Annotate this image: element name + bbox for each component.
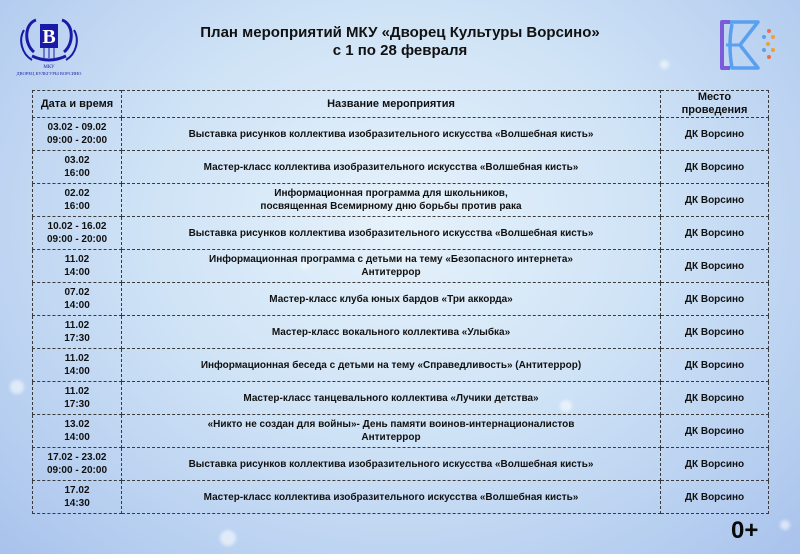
event-time: 09:00 - 20:00: [46, 135, 108, 146]
table-header-row: [33, 91, 769, 118]
event-datetime-cell: [33, 184, 122, 217]
snowflake-decoration: [10, 380, 24, 394]
event-date: 03.02 - 09.02: [47, 122, 107, 133]
event-date: 11.02: [64, 386, 90, 397]
svg-text:B: B: [42, 26, 56, 48]
event-name-line: Информационная программа для школьников,: [274, 188, 508, 199]
event-datetime-cell: [33, 316, 122, 349]
event-date: 02.02: [64, 188, 90, 199]
event-datetime-cell: [33, 448, 122, 481]
table-row: [33, 217, 769, 250]
event-place-cell: ДК Ворсино: [661, 151, 769, 184]
event-name-line: «Никто не создан для войны»- День памяти воинов-интернационалистов: [207, 419, 575, 430]
event-name-cell: [122, 316, 661, 349]
event-date: 11.02: [64, 254, 90, 265]
event-datetime-cell: [33, 250, 122, 283]
event-datetime-cell: [33, 481, 122, 514]
event-name-cell: [122, 382, 661, 415]
event-name-line: Выставка рисунков коллектива изобразительного искусства «Волшебная кисть»: [188, 128, 594, 140]
page-title: [150, 24, 650, 60]
event-name-line: Выставка рисунков коллектива изобразительного искусства «Волшебная кисть»: [188, 227, 594, 239]
event-datetime-cell: [33, 217, 122, 250]
event-name-line: Информационная беседа с детьми на тему «Справедливость» (Антитеррор): [200, 359, 582, 371]
events-table: [32, 90, 769, 514]
age-rating-badge: 0+: [731, 517, 759, 544]
snowflake-decoration: [660, 60, 669, 69]
table-row: [33, 415, 769, 448]
event-time: 14:00: [64, 366, 90, 377]
event-time: 14:00: [64, 432, 90, 443]
event-name-cell: [122, 448, 661, 481]
event-time: 16:00: [64, 168, 90, 179]
table-row: [33, 118, 769, 151]
event-name-cell: [122, 349, 661, 382]
event-place-cell: ДК Ворсино: [661, 217, 769, 250]
event-name-cell: [122, 151, 661, 184]
event-time: 09:00 - 20:00: [46, 465, 108, 476]
column-header-name: Название мероприятия: [122, 91, 661, 118]
event-place-cell: ДК Ворсино: [661, 316, 769, 349]
event-name-cell: [122, 217, 661, 250]
event-time: 14:30: [64, 498, 90, 509]
event-time: 17:30: [64, 399, 90, 410]
event-place-cell: ДК Ворсино: [661, 349, 769, 382]
event-name-line: Информационная программа с детьми на тему «Безопасного интернета»: [209, 254, 573, 265]
event-name-cell: [122, 415, 661, 448]
event-datetime-cell: [33, 283, 122, 316]
event-date: 13.02: [64, 419, 90, 430]
event-name-line: Мастер-класс клуба юных бардов «Три аккорда»: [269, 293, 513, 305]
event-datetime-cell: [33, 118, 122, 151]
event-date: 11.02: [64, 320, 90, 331]
snowflake-decoration: [780, 520, 790, 530]
event-place-cell: ДК Ворсино: [661, 118, 769, 151]
event-time: 14:00: [64, 300, 90, 311]
event-name-cell: [122, 118, 661, 151]
kultura-k-logo-icon: [718, 18, 780, 74]
event-datetime-cell: [33, 382, 122, 415]
event-time: 09:00 - 20:00: [46, 234, 108, 245]
event-datetime-cell: [33, 349, 122, 382]
table-row: [33, 316, 769, 349]
event-date: 10.02 - 16.02: [47, 221, 107, 232]
event-date: 17.02 - 23.02: [47, 452, 107, 463]
event-date: 07.02: [64, 287, 90, 298]
table-row: [33, 151, 769, 184]
event-time: 16:00: [64, 201, 90, 212]
event-datetime-cell: [33, 415, 122, 448]
event-place-cell: ДК Ворсино: [661, 250, 769, 283]
table-row: [33, 382, 769, 415]
event-name-cell: [122, 184, 661, 217]
column-header-date: Дата и время: [33, 91, 122, 118]
event-name-line: Антитеррор: [361, 267, 421, 278]
table-row: [33, 448, 769, 481]
event-date: 03.02: [64, 155, 90, 166]
event-place-cell: ДК Ворсино: [661, 382, 769, 415]
title-line-1: План мероприятий МКУ «Дворец Культуры Ворсино»: [200, 24, 600, 41]
event-name-line: Выставка рисунков коллектива изобразительного искусства «Волшебная кисть»: [188, 458, 594, 470]
event-place-cell: ДК Ворсино: [661, 283, 769, 316]
event-time: 14:00: [64, 267, 90, 278]
event-name-line: Мастер-класс коллектива изобразительного искусства «Волшебная кисть»: [203, 491, 579, 503]
event-place-cell: ДК Ворсино: [661, 448, 769, 481]
table-row: [33, 283, 769, 316]
event-name-cell: [122, 283, 661, 316]
title-line-2: с 1 по 28 февраля: [332, 42, 468, 59]
svg-text:МКУ: МКУ: [43, 65, 55, 70]
lyre-logo-icon: [14, 10, 84, 80]
event-name-cell: [122, 481, 661, 514]
event-name-line: Мастер-класс коллектива изобразительного искусства «Волшебная кисть»: [203, 161, 579, 173]
event-name-cell: [122, 250, 661, 283]
event-date: 17.02: [64, 485, 90, 496]
event-place-cell: ДК Ворсино: [661, 184, 769, 217]
table-row: [33, 184, 769, 217]
svg-text:ДВОРЕЦ КУЛЬТУРЫ ВОРСИНО: ДВОРЕЦ КУЛЬТУРЫ ВОРСИНО: [16, 71, 82, 76]
event-date: 11.02: [64, 353, 90, 364]
event-name-line: Антитеррор: [361, 432, 421, 443]
event-place-cell: ДК Ворсино: [661, 481, 769, 514]
event-name-line: Мастер-класс вокального коллектива «Улыбка»: [271, 326, 511, 338]
event-time: 17:30: [64, 333, 90, 344]
event-name-line: посвященная Всемирному дню борьбы против рака: [260, 201, 522, 212]
table-row: [33, 481, 769, 514]
event-name-line: Мастер-класс танцевального коллектива «Лучики детства»: [243, 392, 539, 404]
table-row: [33, 349, 769, 382]
snowflake-decoration: [220, 530, 236, 546]
column-header-place: Место проведения: [661, 91, 769, 118]
event-datetime-cell: [33, 151, 122, 184]
event-place-cell: ДК Ворсино: [661, 415, 769, 448]
table-row: [33, 250, 769, 283]
